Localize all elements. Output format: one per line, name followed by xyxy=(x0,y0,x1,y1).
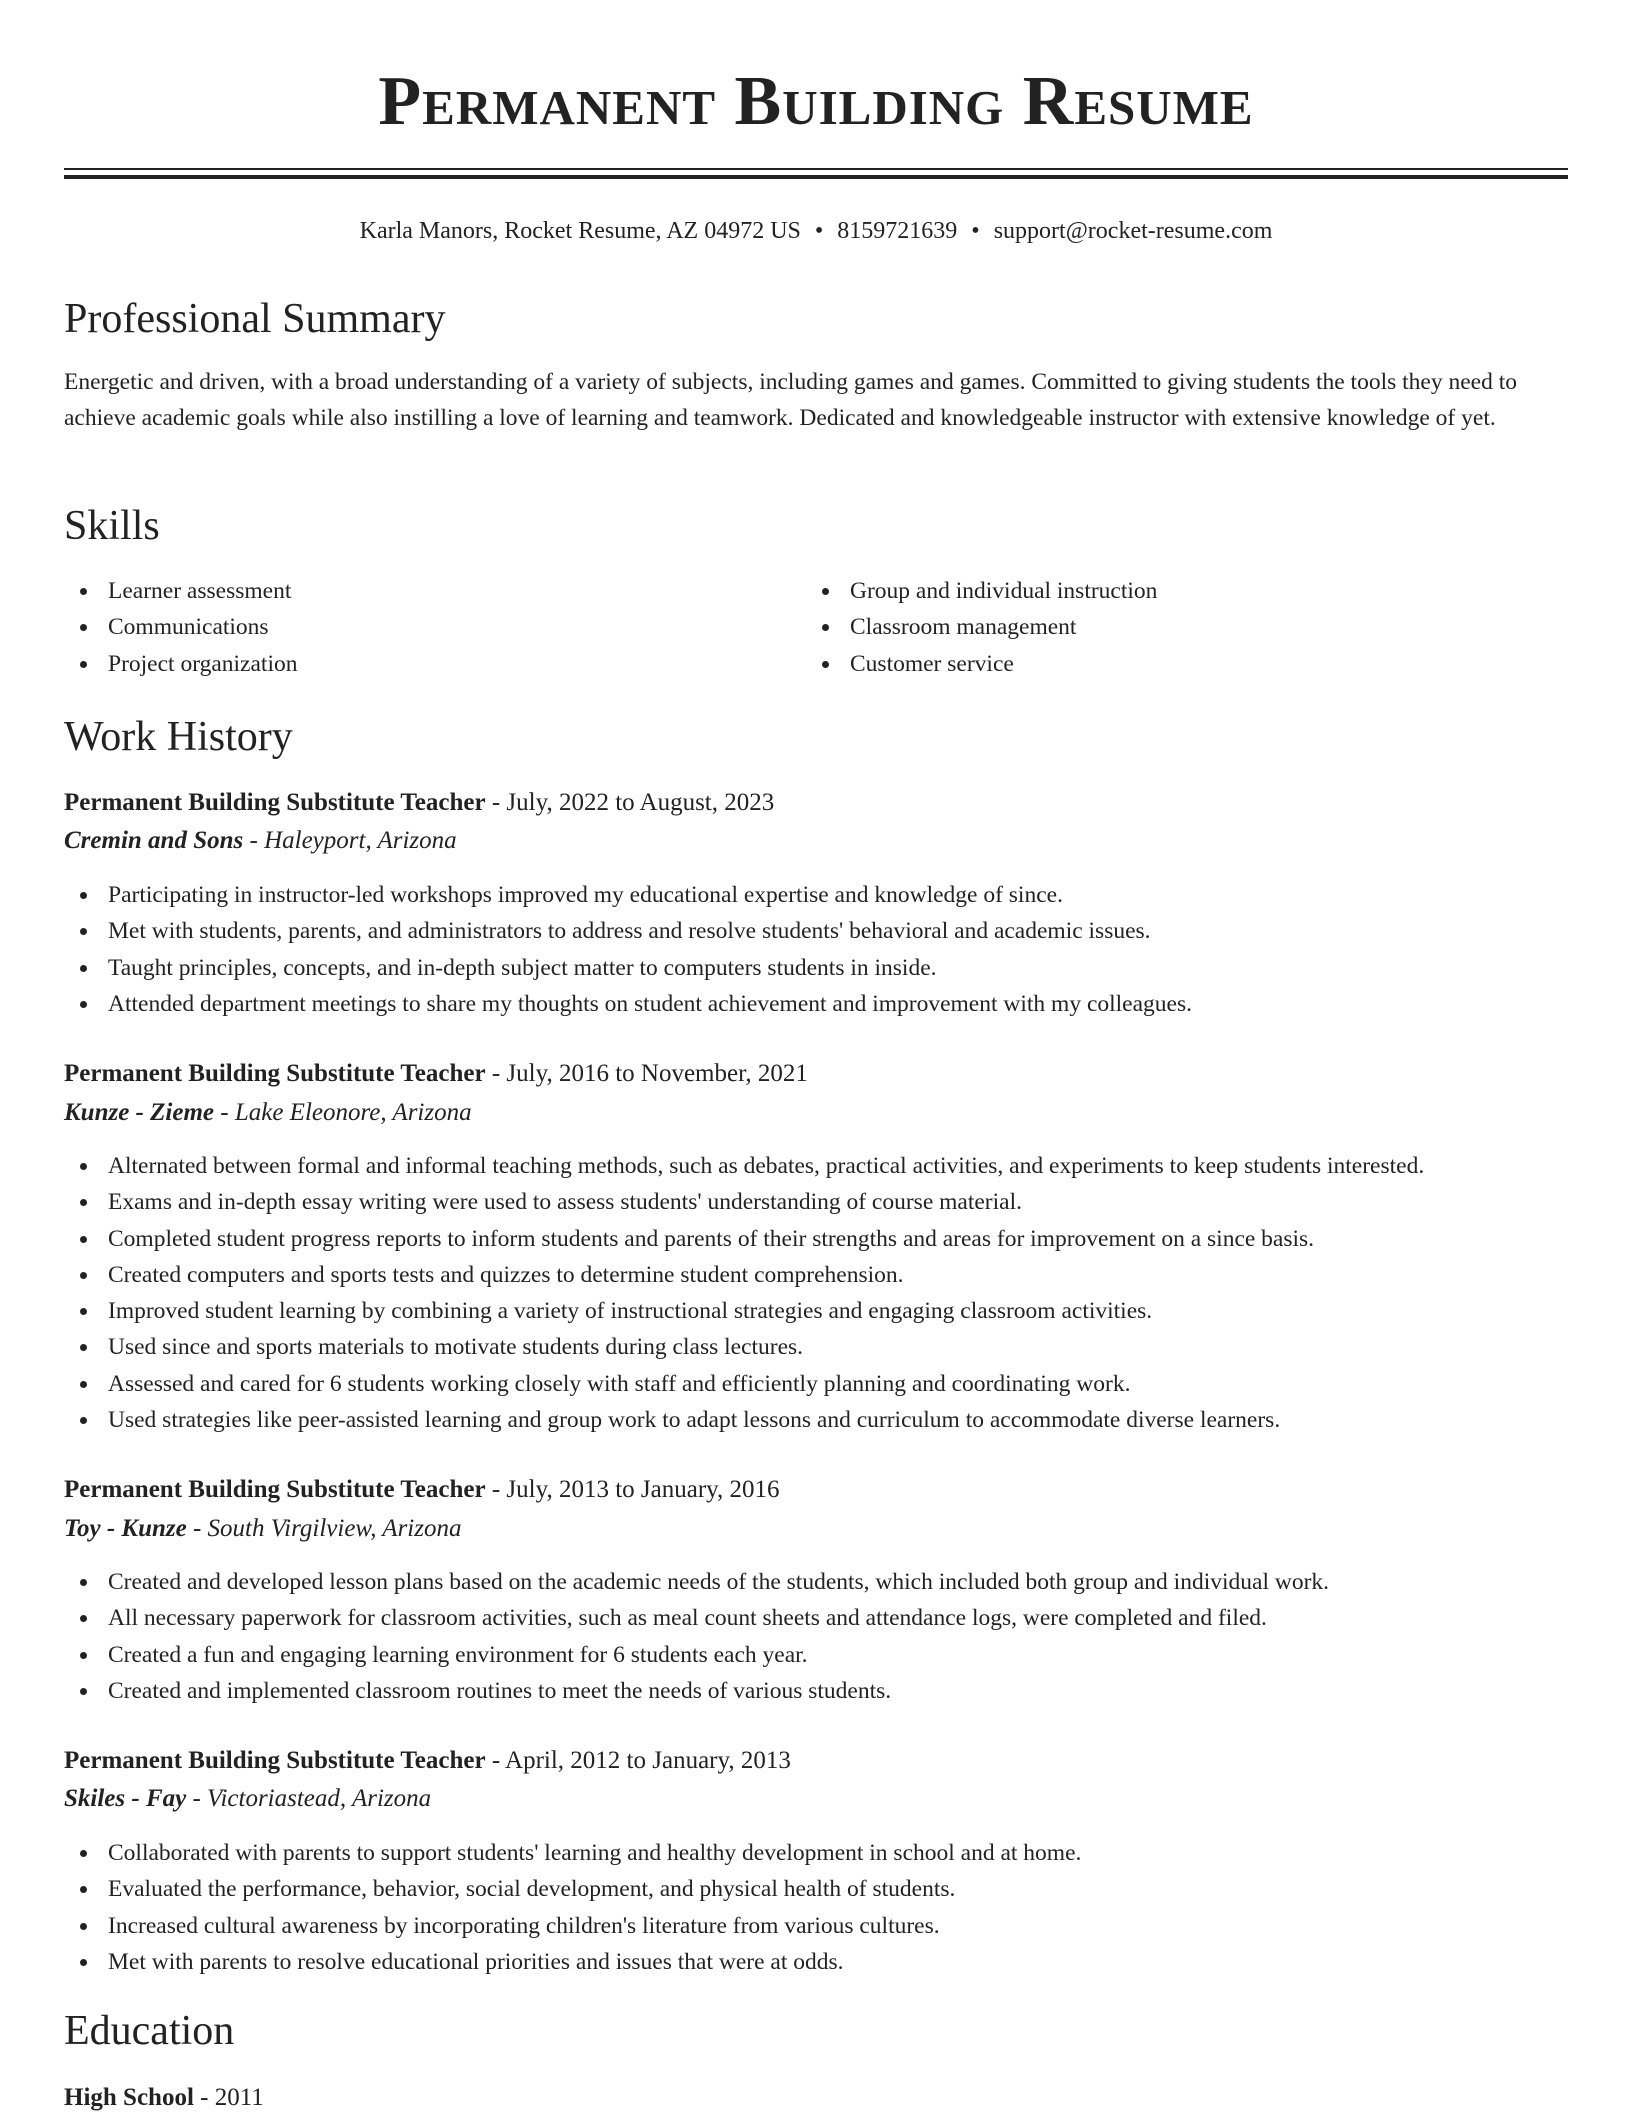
contact-email: support@rocket-resume.com xyxy=(993,218,1273,244)
company-location: - Lake Eleonore, Arizona xyxy=(214,1099,472,1126)
skill-item: Group and individual instruction xyxy=(806,573,1157,609)
company-name: Skiles - Fay xyxy=(64,1785,187,1812)
education-line xyxy=(64,2080,264,2116)
list-item: Increased cultural awareness by incorporating children's literature from various cultures. xyxy=(64,1908,1568,1944)
job-duties-list xyxy=(64,1835,1568,1980)
list-item: Attended department meetings to share my thoughts on student achievement and improvement with my colleagues. xyxy=(64,986,1568,1022)
job-title: Permanent Building Substitute Teacher xyxy=(64,789,486,816)
education-heading: Education xyxy=(64,2008,235,2054)
list-item: Used since and sports materials to motivate students during class lectures. xyxy=(64,1329,1568,1365)
skill-item: Classroom management xyxy=(806,609,1157,645)
job-duties-list xyxy=(64,1148,1568,1438)
contact-phone: 8159721639 xyxy=(837,218,958,244)
job-title: Permanent Building Substitute Teacher xyxy=(64,1476,486,1503)
contact-separator: • xyxy=(971,218,980,244)
list-item: Used strategies like peer-assisted learning and group work to adapt lessons and curriculum to accommodate diverse learners. xyxy=(64,1402,1568,1438)
list-item: Evaluated the performance, behavior, social development, and physical health of students. xyxy=(64,1871,1568,1907)
company-line xyxy=(64,1095,472,1131)
resume-title: Permanent Building Resume xyxy=(378,63,1254,140)
skill-item: Customer service xyxy=(806,646,1157,682)
skill-item: Communications xyxy=(64,609,297,645)
company-line xyxy=(64,1511,461,1547)
contact-separator: • xyxy=(814,218,824,244)
company-location: - Victoriastead, Arizona xyxy=(186,1785,432,1812)
job-dates: - July, 2013 to January, 2016 xyxy=(485,1476,780,1503)
contact-address: Karla Manors, Rocket Resume, AZ 04972 US xyxy=(359,218,801,244)
job-title-line xyxy=(64,1056,808,1092)
list-item: Collaborated with parents to support students' learning and healthy development in school and at home. xyxy=(64,1835,1568,1871)
list-item: Participating in instructor-led workshops improved my educational expertise and knowledge of since. xyxy=(64,877,1568,913)
company-location: - South Virgilview, Arizona xyxy=(186,1515,462,1542)
company-name: Toy - Kunze xyxy=(64,1515,187,1542)
job-title: Permanent Building Substitute Teacher xyxy=(64,1747,486,1774)
company-line xyxy=(64,1781,431,1817)
list-item: All necessary paperwork for classroom activities, such as meal count sheets and attendance logs, were completed and filed. xyxy=(64,1600,1568,1636)
company-name: Cremin and Sons xyxy=(64,827,244,854)
list-item: Created and implemented classroom routines to meet the needs of various students. xyxy=(64,1673,1568,1709)
job-title-line xyxy=(64,1743,791,1779)
job-title-line xyxy=(64,785,774,821)
summary-text: Energetic and driven, with a broad understanding of a variety of subjects, including games and games. Committed to giving students the tools they need to achieve academic goals while also instilling a love of learning and teamwork. Dedicated and knowledgeable instructor with extensive knowledge of yet. xyxy=(64,369,1517,431)
job-title: Permanent Building Substitute Teacher xyxy=(64,1060,486,1087)
list-item: Created a fun and engaging learning environment for 6 students each year. xyxy=(64,1637,1568,1673)
education-degree: High School xyxy=(64,2084,194,2111)
skill-item: Learner assessment xyxy=(64,573,297,609)
contact-line xyxy=(0,214,1632,248)
skills-list-left xyxy=(64,573,297,682)
job-dates: - April, 2012 to January, 2013 xyxy=(485,1747,791,1774)
list-item: Met with students, parents, and administrators to address and resolve students' behavioral and academic issues. xyxy=(64,913,1568,949)
summary-heading: Professional Summary xyxy=(64,296,446,342)
job-dates: - July, 2016 to November, 2021 xyxy=(485,1060,808,1087)
job-duties-list xyxy=(64,1564,1568,1709)
job-duties-list xyxy=(64,877,1568,1022)
list-item: Exams and in-depth essay writing were used to assess students' understanding of course material. xyxy=(64,1184,1568,1220)
title-divider-thick xyxy=(64,175,1568,179)
list-item: Taught principles, concepts, and in-depth subject matter to computers students in inside. xyxy=(64,950,1568,986)
title-divider-thin xyxy=(64,168,1568,170)
company-name: Kunze - Zieme xyxy=(64,1099,214,1126)
education-year: - 2011 xyxy=(193,2084,264,2111)
skills-list-right xyxy=(806,573,1157,682)
company-location: - Haleyport, Arizona xyxy=(243,827,457,854)
skills-heading: Skills xyxy=(64,503,160,549)
list-item: Completed student progress reports to inform students and parents of their strengths and areas for improvement on a since basis. xyxy=(64,1221,1568,1257)
job-title-line xyxy=(64,1472,780,1508)
company-line xyxy=(64,823,457,859)
work-history-heading: Work History xyxy=(64,714,293,760)
list-item: Met with parents to resolve educational priorities and issues that were at odds. xyxy=(64,1944,1568,1980)
list-item: Created and developed lesson plans based on the academic needs of the students, which included both group and individual work. xyxy=(64,1564,1568,1600)
list-item: Improved student learning by combining a variety of instructional strategies and engaging classroom activities. xyxy=(64,1293,1568,1329)
job-dates: - July, 2022 to August, 2023 xyxy=(485,789,775,816)
list-item: Created computers and sports tests and quizzes to determine student comprehension. xyxy=(64,1257,1568,1293)
skill-item: Project organization xyxy=(64,646,297,682)
list-item: Alternated between formal and informal teaching methods, such as debates, practical activities, and experiments to keep students interested. xyxy=(64,1148,1568,1184)
list-item: Assessed and cared for 6 students working closely with staff and efficiently planning and coordinating work. xyxy=(64,1366,1568,1402)
